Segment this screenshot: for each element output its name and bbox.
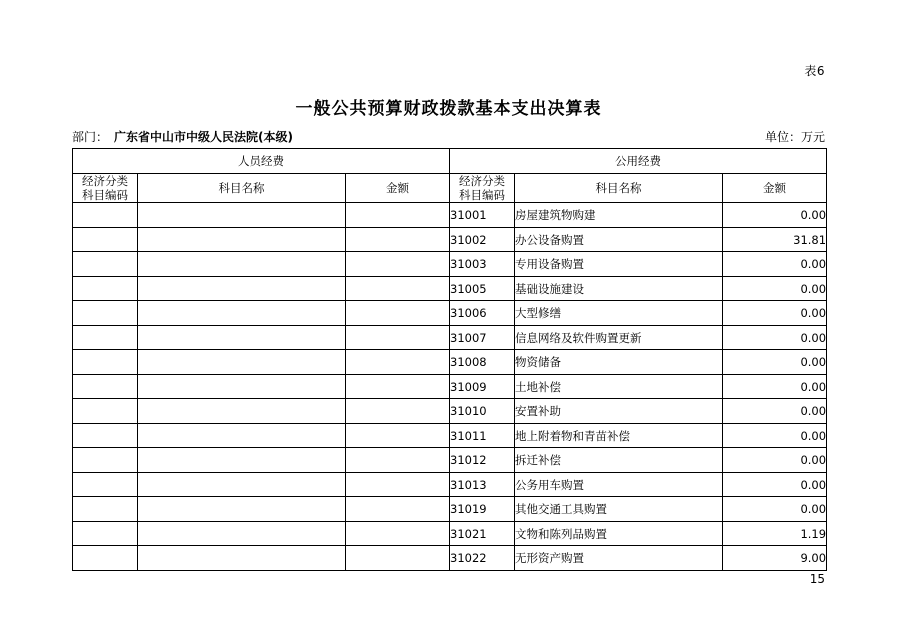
row-personnel-name: [138, 423, 346, 448]
table-body: [73, 203, 827, 571]
row-personnel-name: [138, 448, 346, 473]
table-row: [73, 423, 827, 448]
row-public-code: 31006: [450, 301, 515, 326]
table-row: [73, 301, 827, 326]
row-public-code: 31003: [450, 252, 515, 277]
row-public-name: 物资储备: [515, 350, 723, 375]
row-personnel-name: [138, 276, 346, 301]
group-header-row: [73, 149, 827, 174]
row-public-name: 信息网络及软件购置更新: [515, 325, 723, 350]
row-personnel-code: [73, 521, 138, 546]
row-personnel-code: [73, 448, 138, 473]
table-row: [73, 399, 827, 424]
row-personnel-name: [138, 546, 346, 571]
row-personnel-name: [138, 497, 346, 522]
row-public-amount: 0.00: [723, 374, 827, 399]
table-row: [73, 252, 827, 277]
row-personnel-code: [73, 497, 138, 522]
row-personnel-name: [138, 325, 346, 350]
row-personnel-code: [73, 374, 138, 399]
group-header-personnel: 人员经费: [73, 149, 450, 174]
row-personnel-code: [73, 227, 138, 252]
row-public-name: 地上附着物和青苗补偿: [515, 423, 723, 448]
col-public-name: 科目名称: [515, 173, 723, 203]
row-public-name: 公务用车购置: [515, 472, 723, 497]
row-personnel-amount: [346, 350, 450, 375]
col-public-amount: 金额: [723, 173, 827, 203]
sheet-number: 表6: [804, 64, 825, 78]
table-row: [73, 448, 827, 473]
row-public-name: 其他交通工具购置: [515, 497, 723, 522]
row-personnel-name: [138, 374, 346, 399]
row-public-code: 31012: [450, 448, 515, 473]
row-personnel-amount: [346, 374, 450, 399]
row-public-code: 31021: [450, 521, 515, 546]
col-personnel-code: [73, 173, 138, 203]
row-public-amount: 31.81: [723, 227, 827, 252]
row-public-name: 基础设施建设: [515, 276, 723, 301]
table-row: [73, 203, 827, 228]
row-personnel-name: [138, 227, 346, 252]
row-personnel-amount: [346, 423, 450, 448]
meta-row: [72, 128, 825, 145]
row-public-code: 31022: [450, 546, 515, 571]
row-public-name: 文物和陈列品购置: [515, 521, 723, 546]
department-info: [72, 128, 293, 145]
row-public-code: 31010: [450, 399, 515, 424]
row-personnel-name: [138, 472, 346, 497]
row-public-amount: 1.19: [723, 521, 827, 546]
row-public-name: 安置补助: [515, 399, 723, 424]
row-personnel-amount: [346, 203, 450, 228]
table-row: [73, 276, 827, 301]
row-public-amount: 0.00: [723, 203, 827, 228]
row-public-amount: 0.00: [723, 350, 827, 375]
row-personnel-code: [73, 423, 138, 448]
table-row: [73, 227, 827, 252]
row-public-name: 办公设备购置: [515, 227, 723, 252]
row-personnel-amount: [346, 252, 450, 277]
row-public-code: 31013: [450, 472, 515, 497]
page-title: 一般公共预算财政拨款基本支出决算表: [295, 99, 602, 119]
row-public-name: 专用设备购置: [515, 252, 723, 277]
row-personnel-name: [138, 203, 346, 228]
row-public-name: 拆迁补偿: [515, 448, 723, 473]
row-personnel-amount: [346, 546, 450, 571]
department-value: 广东省中山市中级人民法院(本级): [114, 130, 293, 144]
row-personnel-amount: [346, 521, 450, 546]
col-personnel-name: 科目名称: [138, 173, 346, 203]
row-public-amount: 0.00: [723, 252, 827, 277]
table-row: [73, 472, 827, 497]
row-public-amount: 9.00: [723, 546, 827, 571]
row-public-code: 31009: [450, 374, 515, 399]
budget-table: [72, 148, 827, 571]
row-personnel-name: [138, 350, 346, 375]
col-public-code: [450, 173, 515, 203]
row-public-name: 房屋建筑物购建: [515, 203, 723, 228]
col-personnel-amount: 金额: [346, 173, 450, 203]
row-public-amount: 0.00: [723, 472, 827, 497]
row-public-name: 大型修缮: [515, 301, 723, 326]
row-public-amount: 0.00: [723, 325, 827, 350]
row-public-code: 31007: [450, 325, 515, 350]
table-row: [73, 497, 827, 522]
table-row: [73, 521, 827, 546]
table-row: [73, 325, 827, 350]
col-personnel-code-line1: 经济分类: [82, 173, 128, 188]
row-personnel-amount: [346, 448, 450, 473]
row-public-name: 无形资产购置: [515, 546, 723, 571]
row-personnel-code: [73, 472, 138, 497]
row-personnel-amount: [346, 472, 450, 497]
row-personnel-amount: [346, 301, 450, 326]
column-header-row: [73, 173, 827, 203]
row-public-name: 土地补偿: [515, 374, 723, 399]
row-personnel-amount: [346, 276, 450, 301]
row-public-code: 31011: [450, 423, 515, 448]
row-public-amount: 0.00: [723, 276, 827, 301]
unit-label: 单位：万元: [764, 130, 825, 144]
row-personnel-amount: [346, 399, 450, 424]
row-personnel-code: [73, 399, 138, 424]
row-public-amount: 0.00: [723, 497, 827, 522]
row-personnel-code: [73, 325, 138, 350]
row-personnel-code: [73, 301, 138, 326]
table-row: [73, 374, 827, 399]
table-row: [73, 546, 827, 571]
row-public-code: 31001: [450, 203, 515, 228]
table-header: [73, 149, 827, 203]
row-personnel-name: [138, 521, 346, 546]
department-label: 部门：: [72, 130, 109, 144]
row-personnel-name: [138, 252, 346, 277]
row-public-amount: 0.00: [723, 423, 827, 448]
row-public-code: 31005: [450, 276, 515, 301]
row-public-code: 31019: [450, 497, 515, 522]
row-public-code: 31002: [450, 227, 515, 252]
col-public-code-line2: 科目编码: [459, 187, 506, 202]
row-personnel-code: [73, 203, 138, 228]
col-personnel-code-line2: 科目编码: [82, 187, 128, 202]
row-personnel-name: [138, 399, 346, 424]
row-personnel-code: [73, 350, 138, 375]
row-personnel-amount: [346, 227, 450, 252]
row-personnel-code: [73, 546, 138, 571]
row-personnel-code: [73, 276, 138, 301]
row-public-amount: 0.00: [723, 399, 827, 424]
row-public-amount: 0.00: [723, 448, 827, 473]
row-public-code: 31008: [450, 350, 515, 375]
group-header-public: 公用经费: [450, 149, 827, 174]
row-personnel-amount: [346, 325, 450, 350]
col-public-code-line1: 经济分类: [459, 173, 506, 188]
row-public-amount: 0.00: [723, 301, 827, 326]
page-number: 15: [809, 572, 825, 586]
row-personnel-code: [73, 252, 138, 277]
table-row: [73, 350, 827, 375]
row-personnel-name: [138, 301, 346, 326]
row-personnel-amount: [346, 497, 450, 522]
